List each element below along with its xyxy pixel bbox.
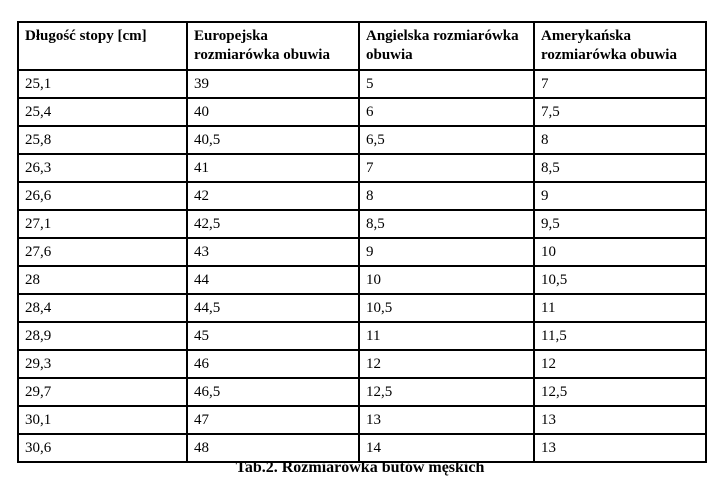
table-cell: 27,1: [18, 210, 187, 238]
header-row: [18, 22, 706, 70]
table-cell: 44: [187, 266, 359, 294]
table-row: [18, 266, 706, 294]
table-cell: 10: [359, 266, 534, 294]
table-cell: 25,8: [18, 126, 187, 154]
table-cell: 26,3: [18, 154, 187, 182]
table-cell: 10,5: [359, 294, 534, 322]
table-cell: 27,6: [18, 238, 187, 266]
column-header-english-size: Angielska rozmiarówka obuwia: [359, 22, 534, 70]
table-cell: 28,4: [18, 294, 187, 322]
column-header-american-size: Amerykańska rozmiarówka obuwia: [534, 22, 706, 70]
table-cell: 25,1: [18, 70, 187, 98]
table-row: [18, 154, 706, 182]
table-cell: 26,6: [18, 182, 187, 210]
table-cell: 14: [359, 434, 534, 462]
table-cell: 29,3: [18, 350, 187, 378]
table-cell: 47: [187, 406, 359, 434]
table-cell: 11: [359, 322, 534, 350]
table-cell: 25,4: [18, 98, 187, 126]
column-header-foot-length: Długość stopy [cm]: [18, 22, 187, 70]
table-cell: 46,5: [187, 378, 359, 406]
table-cell: 12: [534, 350, 706, 378]
table-cell: 8: [534, 126, 706, 154]
table-row: [18, 210, 706, 238]
table-cell: 8,5: [359, 210, 534, 238]
table-row: [18, 238, 706, 266]
table-row: [18, 434, 706, 462]
table-body: [18, 70, 706, 462]
table-cell: 12,5: [359, 378, 534, 406]
table-cell: 43: [187, 238, 359, 266]
table-row: [18, 406, 706, 434]
table-cell: 28: [18, 266, 187, 294]
table-cell: 13: [534, 406, 706, 434]
table-cell: 29,7: [18, 378, 187, 406]
table-cell: 5: [359, 70, 534, 98]
table-cell: 28,9: [18, 322, 187, 350]
table-cell: 9: [359, 238, 534, 266]
table-row: [18, 294, 706, 322]
table-cell: 40,5: [187, 126, 359, 154]
table-cell: 10: [534, 238, 706, 266]
table-cell: 13: [534, 434, 706, 462]
table-row: [18, 98, 706, 126]
table-cell: 9: [534, 182, 706, 210]
table-cell: 11: [534, 294, 706, 322]
table-row: [18, 70, 706, 98]
column-header-european-size: Europejska rozmiarówka obuwia: [187, 22, 359, 70]
table-cell: 7: [359, 154, 534, 182]
table-row: [18, 126, 706, 154]
table-caption: Tab.2. Rozmiarówka butów męskich: [235, 459, 485, 476]
table-cell: 11,5: [534, 322, 706, 350]
table-cell: 6,5: [359, 126, 534, 154]
table-cell: 10,5: [534, 266, 706, 294]
table-cell: 13: [359, 406, 534, 434]
table-cell: 42: [187, 182, 359, 210]
table-row: [18, 378, 706, 406]
table-cell: 8: [359, 182, 534, 210]
table-cell: 46: [187, 350, 359, 378]
table-cell: 12: [359, 350, 534, 378]
table-cell: 30,6: [18, 434, 187, 462]
table-cell: 12,5: [534, 378, 706, 406]
table-cell: 45: [187, 322, 359, 350]
table-cell: 41: [187, 154, 359, 182]
table-cell: 48: [187, 434, 359, 462]
table-cell: 9,5: [534, 210, 706, 238]
table-cell: 42,5: [187, 210, 359, 238]
table-cell: 39: [187, 70, 359, 98]
table-cell: 7: [534, 70, 706, 98]
table-cell: 40: [187, 98, 359, 126]
table-cell: 7,5: [534, 98, 706, 126]
table-row: [18, 182, 706, 210]
table-row: [18, 350, 706, 378]
table-cell: 6: [359, 98, 534, 126]
table-cell: 44,5: [187, 294, 359, 322]
table-cell: 8,5: [534, 154, 706, 182]
shoe-size-table: [17, 21, 707, 463]
table-cell: 30,1: [18, 406, 187, 434]
table-row: [18, 322, 706, 350]
